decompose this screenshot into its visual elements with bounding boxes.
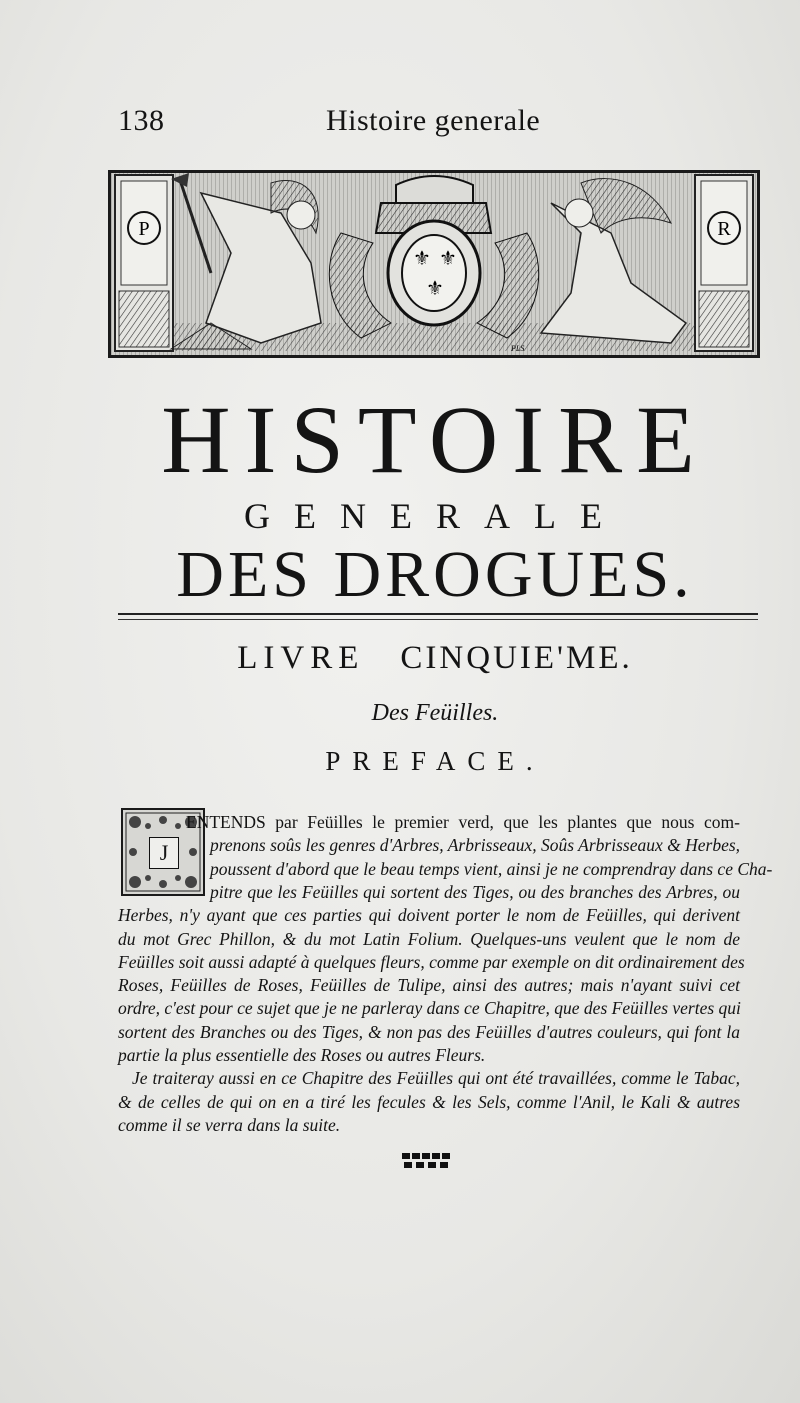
svg-text:⚜: ⚜ bbox=[426, 276, 444, 300]
paragraph-line: ENTENDS par Feüilles le premier verd, que les plantes que nous com- bbox=[186, 812, 740, 832]
engraved-headpiece bbox=[108, 170, 760, 358]
double-rule-bottom bbox=[118, 619, 758, 620]
section-heading: PREFACE. bbox=[325, 746, 545, 776]
initial-letter: J bbox=[149, 837, 179, 869]
paragraph-line: pitre que les Feüilles qui sortent des Tiges, ou des branches des Arbres, ou bbox=[210, 881, 740, 902]
engraver-mark: PLS bbox=[511, 344, 525, 353]
paragraph-line: Roses, Feüilles de Roses, Feüilles de Tulipe, ainsi des autres; mais n'ayant suivi cet bbox=[118, 975, 740, 996]
book-heading-word1: LIVRE bbox=[237, 640, 365, 676]
paragraph-line: ordre, c'est pour ce sujet que je ne parleray dans ce Chapitre, que des Feüilles vertes qui bbox=[118, 998, 741, 1019]
paragraph-line: du mot Grec Phillon, & du mot Latin Folium. Quelques-uns veulent que le nom de bbox=[118, 928, 740, 949]
paragraph-line: Je traiteray aussi en ce Chapitre des Feüilles qui ont été travaillées, comme le Tabac, bbox=[132, 1068, 740, 1089]
book-title-line3: DES DROGUES. bbox=[176, 538, 694, 611]
paragraph-line: Feüilles soit aussi adapté à quelques fleurs, comme par exemple on dit ordinairement des bbox=[118, 951, 745, 972]
paragraph-line: prenons soûs les genres d'Arbres, Arbrisseaux, Soûs Arbrisseaux & Herbes, bbox=[210, 835, 741, 856]
running-title: Histoire generale bbox=[326, 104, 541, 137]
left-medallion-letter: P bbox=[138, 218, 150, 240]
svg-text:⚜: ⚜ bbox=[413, 246, 431, 270]
paragraph-line: & de celles de qui on en a tiré les fecules & les Sels, comme l'Anil, le Kali & autres bbox=[118, 1091, 740, 1112]
fleuron-ornament bbox=[400, 1150, 454, 1172]
double-rule-top bbox=[118, 613, 758, 615]
book-subtitle: Des Feüilles. bbox=[371, 700, 499, 726]
book-heading-word2: CINQUIE'ME. bbox=[400, 640, 633, 676]
paragraph-line: partie la plus essentielle des Roses ou autres Fleurs. bbox=[118, 1045, 486, 1065]
page-number: 138 bbox=[118, 104, 165, 137]
headpiece-engraving bbox=[111, 173, 757, 355]
paragraph-line: poussent d'abord que le beau temps vient, ainsi je ne comprendray dans ce Cha- bbox=[210, 858, 773, 879]
paragraph-line: sortent des Branches ou des Tiges, & non pas des Feüilles d'autres couleurs, qui font la bbox=[118, 1021, 740, 1042]
book-heading bbox=[110, 640, 760, 677]
book-title-main: HISTOIRE bbox=[161, 386, 709, 493]
paragraph-line: comme il se verra dans la suite. bbox=[118, 1114, 341, 1135]
paragraph-line: Herbes, n'y ayant que ces parties qui doivent porter le nom de Feüilles, qui derivent bbox=[118, 905, 740, 926]
book-title-line2: GENERALE bbox=[244, 496, 626, 536]
running-head bbox=[118, 104, 638, 144]
svg-text:⚜: ⚜ bbox=[439, 246, 457, 270]
right-medallion-letter: R bbox=[717, 218, 731, 240]
